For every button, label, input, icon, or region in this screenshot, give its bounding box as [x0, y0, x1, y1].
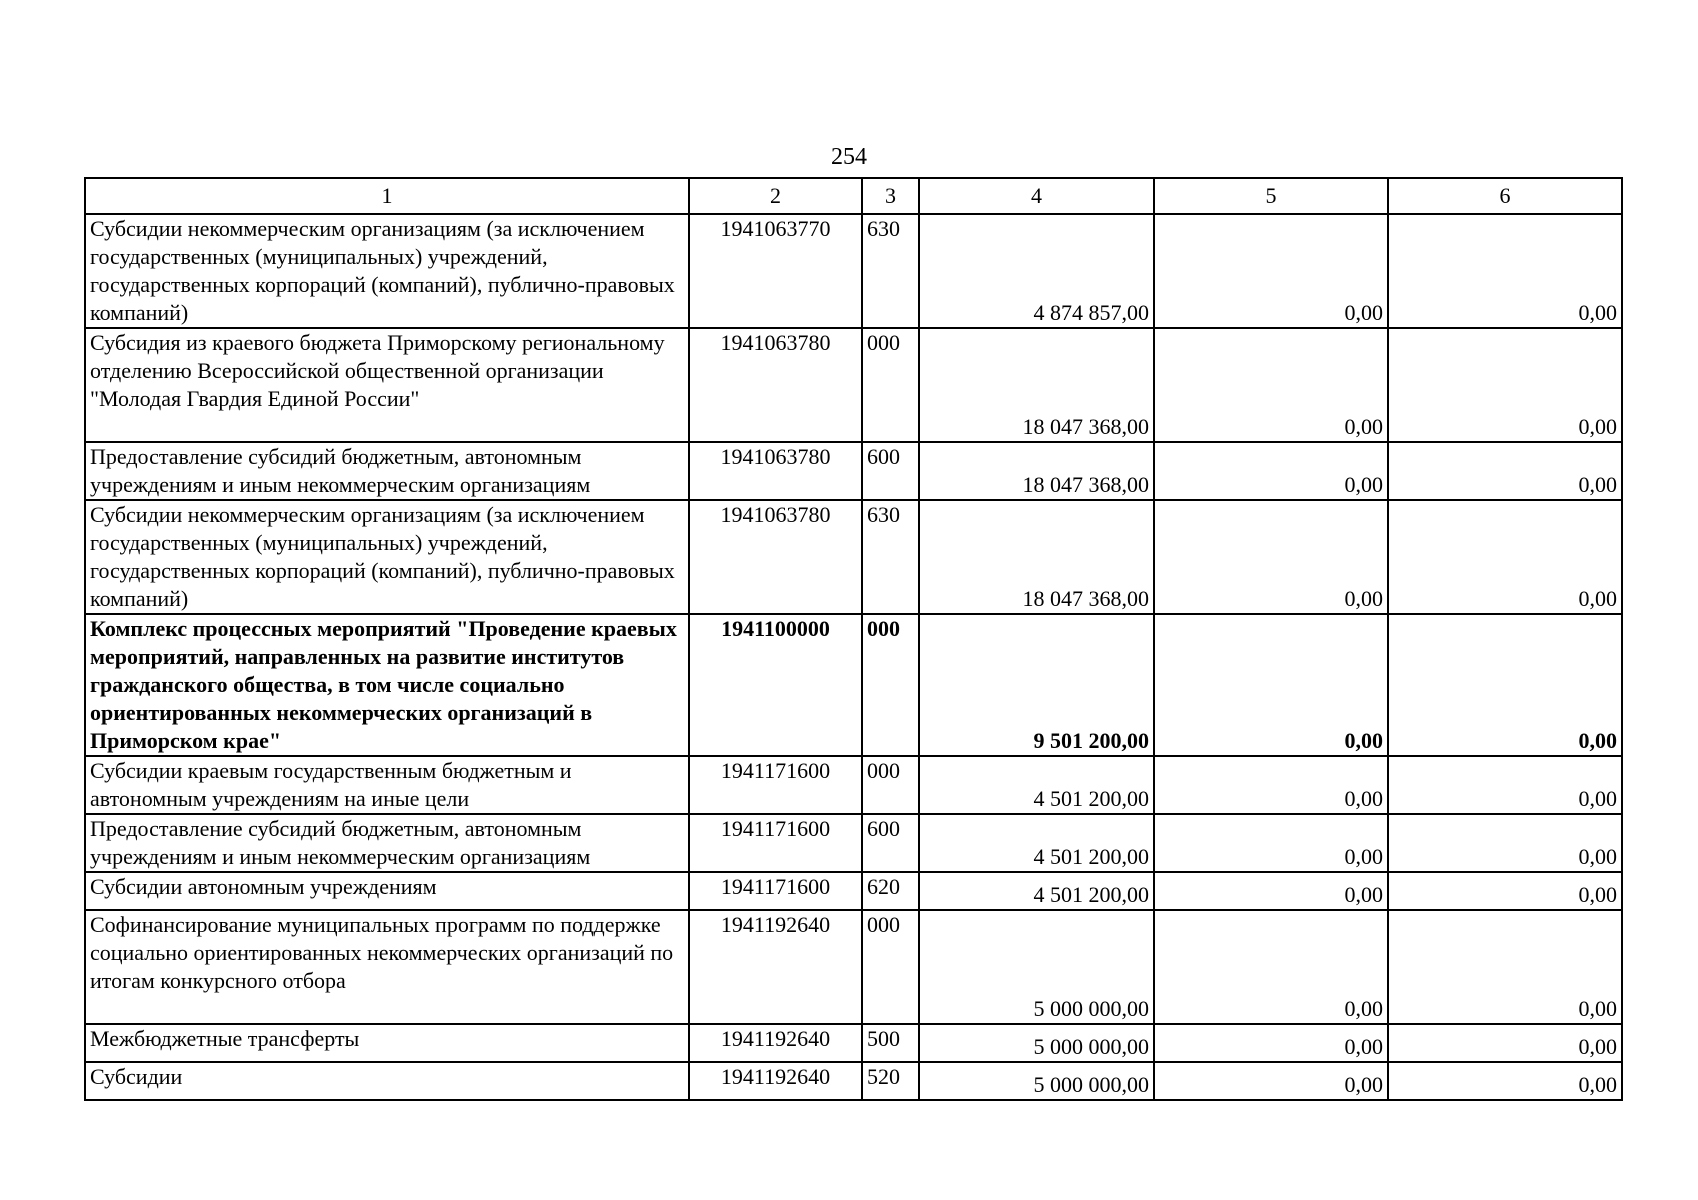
- item-code: 1941171600: [689, 814, 862, 872]
- amount-col6: 0,00: [1388, 328, 1622, 442]
- table-row: [85, 814, 1622, 872]
- item-code: 1941192640: [689, 1062, 862, 1100]
- amount-col4: 18 047 368,00: [919, 328, 1154, 442]
- table-row: [85, 214, 1622, 328]
- item-name: Субсидии краевым государственным бюджетным и автономным учреждениям на иные цели: [85, 756, 689, 814]
- item-name: Субсидии: [85, 1062, 689, 1100]
- item-type: 000: [862, 910, 919, 1024]
- item-name: Межбюджетные трансферты: [85, 1024, 689, 1062]
- amount-col4: 5 000 000,00: [919, 1024, 1154, 1062]
- amount-col6: 0,00: [1388, 214, 1622, 328]
- table-row: [85, 1062, 1622, 1100]
- amount-col5: 0,00: [1154, 214, 1388, 328]
- amount-col4: 9 501 200,00: [919, 614, 1154, 756]
- table-row: [85, 872, 1622, 910]
- amount-col6: 0,00: [1388, 756, 1622, 814]
- amount-col4: 4 874 857,00: [919, 214, 1154, 328]
- item-type: 600: [862, 814, 919, 872]
- amount-col6: 0,00: [1388, 872, 1622, 910]
- amount-col5: 0,00: [1154, 442, 1388, 500]
- amount-col4: 4 501 200,00: [919, 756, 1154, 814]
- item-name: Софинансирование муниципальных программ по поддержке социально ориентированных некоммерческих организаций по итогам конкурсного отбора: [85, 910, 689, 1024]
- amount-col5: 0,00: [1154, 756, 1388, 814]
- item-code: 1941100000: [689, 614, 862, 756]
- item-code: 1941171600: [689, 872, 862, 910]
- table-row-section: [85, 614, 1622, 756]
- table-row: [85, 1024, 1622, 1062]
- amount-col4: 5 000 000,00: [919, 1062, 1154, 1100]
- item-type: 500: [862, 1024, 919, 1062]
- item-code: 1941063780: [689, 328, 862, 442]
- amount-col5: 0,00: [1154, 500, 1388, 614]
- item-name: Субсидии некоммерческим организациям (за исключением государственных (муниципальных) учреждений, государственных корпораций (компаний), публично-правовых компаний): [85, 214, 689, 328]
- table-row: [85, 328, 1622, 442]
- item-type: 520: [862, 1062, 919, 1100]
- item-type: 000: [862, 328, 919, 442]
- amount-col5: 0,00: [1154, 910, 1388, 1024]
- amount-col4: 18 047 368,00: [919, 500, 1154, 614]
- column-header: 5: [1154, 178, 1388, 214]
- amount-col6: 0,00: [1388, 1062, 1622, 1100]
- item-name: Предоставление субсидий бюджетным, автономным учреждениям и иным некоммерческим организациям: [85, 814, 689, 872]
- amount-col5: 0,00: [1154, 328, 1388, 442]
- amount-col6: 0,00: [1388, 814, 1622, 872]
- column-header: 3: [862, 178, 919, 214]
- column-header: 2: [689, 178, 862, 214]
- budget-table: [84, 177, 1623, 1101]
- amount-col4: 4 501 200,00: [919, 814, 1154, 872]
- table-row: [85, 756, 1622, 814]
- item-name: Предоставление субсидий бюджетным, автономным учреждениям и иным некоммерческим организациям: [85, 442, 689, 500]
- page-number: 254: [831, 144, 867, 170]
- amount-col5: 0,00: [1154, 814, 1388, 872]
- item-type: 630: [862, 214, 919, 328]
- amount-col6: 0,00: [1388, 614, 1622, 756]
- item-name: Субсидии некоммерческим организациям (за исключением государственных (муниципальных) учреждений, государственных корпораций (компаний), публично-правовых компаний): [85, 500, 689, 614]
- amount-col5: 0,00: [1154, 1062, 1388, 1100]
- item-code: 1941192640: [689, 1024, 862, 1062]
- amount-col4: 5 000 000,00: [919, 910, 1154, 1024]
- item-code: 1941063770: [689, 214, 862, 328]
- item-type: 620: [862, 872, 919, 910]
- amount-col6: 0,00: [1388, 910, 1622, 1024]
- item-code: 1941171600: [689, 756, 862, 814]
- table-row: [85, 910, 1622, 1024]
- item-name: Субсидии автономным учреждениям: [85, 872, 689, 910]
- column-header: 4: [919, 178, 1154, 214]
- amount-col6: 0,00: [1388, 500, 1622, 614]
- table-header-row: [85, 178, 1622, 214]
- item-code: 1941192640: [689, 910, 862, 1024]
- table-row: [85, 442, 1622, 500]
- item-code: 1941063780: [689, 442, 862, 500]
- amount-col5: 0,00: [1154, 872, 1388, 910]
- column-header: 1: [85, 178, 689, 214]
- item-type: 630: [862, 500, 919, 614]
- item-code: 1941063780: [689, 500, 862, 614]
- item-type: 600: [862, 442, 919, 500]
- item-type: 000: [862, 614, 919, 756]
- column-header: 6: [1388, 178, 1622, 214]
- item-name: Субсидия из краевого бюджета Приморскому региональному отделению Всероссийской общественной организации "Молодая Гвардия Единой России": [85, 328, 689, 442]
- amount-col5: 0,00: [1154, 614, 1388, 756]
- amount-col6: 0,00: [1388, 1024, 1622, 1062]
- amount-col6: 0,00: [1388, 442, 1622, 500]
- amount-col5: 0,00: [1154, 1024, 1388, 1062]
- amount-col4: 18 047 368,00: [919, 442, 1154, 500]
- amount-col4: 4 501 200,00: [919, 872, 1154, 910]
- item-type: 000: [862, 756, 919, 814]
- item-name: Комплекс процессных мероприятий "Проведение краевых мероприятий, направленных на развитие институтов гражданского общества, в том числе социально ориентированных некоммерческих организаций в Приморском крае": [85, 614, 689, 756]
- table-row: [85, 500, 1622, 614]
